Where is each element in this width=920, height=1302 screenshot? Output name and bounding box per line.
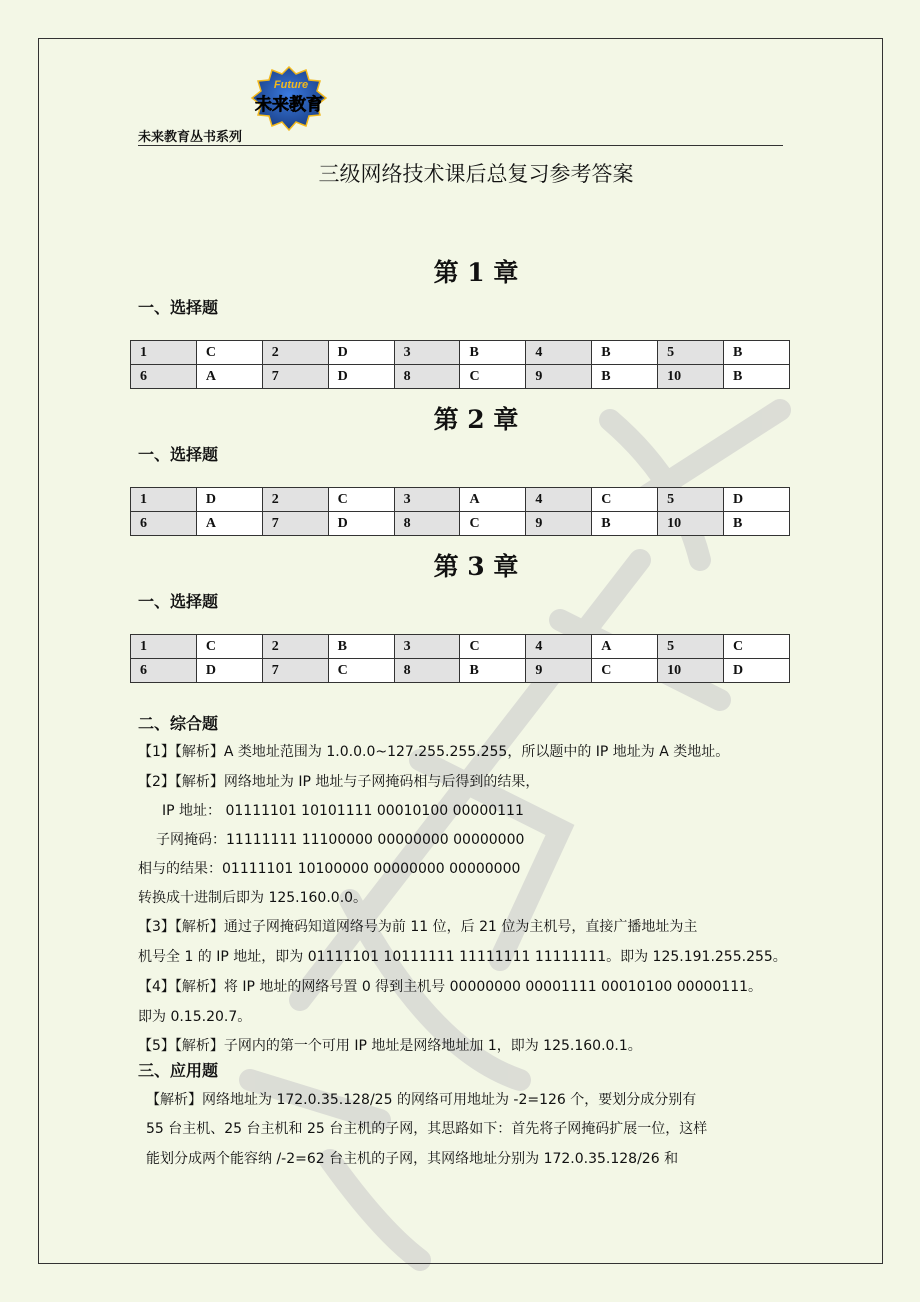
chapter-1-section-choice: 一、选择题 bbox=[138, 298, 219, 317]
question-number: 10 bbox=[658, 365, 724, 389]
answer-line: 相与的结果：01111101 10100000 00000000 00000000 bbox=[138, 861, 521, 877]
document-title: 三级网络技术课后总复习参考答案 bbox=[318, 162, 634, 186]
answer-cell: D bbox=[196, 488, 262, 512]
question-number: 10 bbox=[658, 512, 724, 536]
chapter-1-answer-table bbox=[130, 340, 790, 389]
chapter-2-title: 第 2 章 bbox=[433, 405, 519, 434]
chapter-3-answer-table bbox=[130, 634, 790, 683]
question-number: 5 bbox=[658, 488, 724, 512]
question-number: 4 bbox=[526, 635, 592, 659]
question-number: 2 bbox=[262, 635, 328, 659]
chapter-1-title: 第 1 章 bbox=[433, 258, 519, 287]
answer-cell: C bbox=[724, 635, 790, 659]
future-education-logo bbox=[250, 66, 328, 132]
answer-cell: C bbox=[196, 341, 262, 365]
answer-cell: C bbox=[328, 488, 394, 512]
table-row bbox=[131, 635, 790, 659]
answer-cell: C bbox=[328, 659, 394, 683]
table-row bbox=[131, 341, 790, 365]
answer-cell: B bbox=[724, 365, 790, 389]
answer-cell: B bbox=[460, 659, 526, 683]
table-row bbox=[131, 365, 790, 389]
comprehensive-heading: 二、综合题 bbox=[138, 714, 219, 733]
question-number: 10 bbox=[658, 659, 724, 683]
question-number: 2 bbox=[262, 488, 328, 512]
header-rule bbox=[138, 145, 783, 146]
answer-line: 能划分成两个能容纳 /-2=62 台主机的子网，其网络地址分别为 172.0.35.128/26 和 bbox=[146, 1151, 679, 1167]
question-number: 8 bbox=[394, 512, 460, 536]
question-number: 7 bbox=[262, 659, 328, 683]
answer-cell: B bbox=[724, 512, 790, 536]
question-number: 9 bbox=[526, 659, 592, 683]
answer-cell: C bbox=[592, 659, 658, 683]
answer-cell: A bbox=[460, 488, 526, 512]
chapter-3-title: 第 3 章 bbox=[433, 552, 519, 581]
book-series-label: 未来教育丛书系列 bbox=[138, 130, 243, 145]
answer-cell: A bbox=[196, 365, 262, 389]
question-number: 9 bbox=[526, 365, 592, 389]
answer-line: 子网掩码：11111111 11100000 00000000 00000000 bbox=[156, 832, 525, 848]
question-number: 4 bbox=[526, 488, 592, 512]
question-number: 4 bbox=[526, 341, 592, 365]
table-row bbox=[131, 512, 790, 536]
question-number: 1 bbox=[131, 488, 197, 512]
answer-cell: D bbox=[328, 365, 394, 389]
answer-line: 【1】【解析】A 类地址范围为 1.0.0.0~127.255.255.255，所以题中的 IP 地址为 A 类地址。 bbox=[138, 744, 730, 760]
question-number: 5 bbox=[658, 635, 724, 659]
svg-text:Future: Future bbox=[273, 79, 309, 91]
answer-line: 【3】【解析】通过子网掩码知道网络号为前 11 位，后 21 位为主机号，直接广播地址为主 bbox=[138, 919, 698, 935]
answer-cell: B bbox=[724, 341, 790, 365]
question-number: 3 bbox=[394, 488, 460, 512]
answer-line: IP 地址： 01111101 10101111 00010100 00000111 bbox=[162, 803, 524, 819]
answer-line: 机号全 1 的 IP 地址，即为 01111101 10111111 11111111 11111111。即为 125.191.255.255。 bbox=[138, 949, 787, 965]
answer-cell: C bbox=[460, 365, 526, 389]
question-number: 3 bbox=[394, 341, 460, 365]
answer-cell: B bbox=[592, 341, 658, 365]
answer-cell: D bbox=[724, 659, 790, 683]
answer-cell: D bbox=[196, 659, 262, 683]
question-number: 2 bbox=[262, 341, 328, 365]
answer-line: 【4】【解析】将 IP 地址的网络号置 0 得到主机号 00000000 00001111 00010100 00000111。 bbox=[138, 979, 763, 995]
answer-cell: D bbox=[328, 341, 394, 365]
answer-line: 55 台主机、25 台主机和 25 台主机的子网，其思路如下：首先将子网掩码扩展一位，这样 bbox=[146, 1121, 708, 1137]
answer-cell: B bbox=[460, 341, 526, 365]
question-number: 6 bbox=[131, 365, 197, 389]
answer-cell: B bbox=[328, 635, 394, 659]
question-number: 6 bbox=[131, 659, 197, 683]
question-number: 1 bbox=[131, 341, 197, 365]
application-heading: 三、应用题 bbox=[138, 1061, 219, 1080]
answer-cell: D bbox=[328, 512, 394, 536]
answer-cell: C bbox=[592, 488, 658, 512]
question-number: 7 bbox=[262, 365, 328, 389]
table-row bbox=[131, 488, 790, 512]
question-number: 8 bbox=[394, 659, 460, 683]
answer-line: 【5】【解析】子网内的第一个可用 IP 地址是网络地址加 1，即为 125.160.0.1。 bbox=[138, 1038, 642, 1054]
answer-line: 即为 0.15.20.7。 bbox=[138, 1009, 252, 1025]
question-number: 8 bbox=[394, 365, 460, 389]
chapter-2-section-choice: 一、选择题 bbox=[138, 445, 219, 464]
answer-cell: B bbox=[592, 512, 658, 536]
chapter-2-answer-table bbox=[130, 487, 790, 536]
table-row bbox=[131, 659, 790, 683]
question-number: 9 bbox=[526, 512, 592, 536]
question-number: 7 bbox=[262, 512, 328, 536]
chapter-3-section-choice: 一、选择题 bbox=[138, 592, 219, 611]
answer-cell: C bbox=[460, 512, 526, 536]
answer-cell: C bbox=[196, 635, 262, 659]
answer-line: 转换成十进制后即为 125.160.0.0。 bbox=[138, 890, 368, 906]
svg-text:未来教育: 未来教育 bbox=[255, 95, 323, 115]
answer-cell: C bbox=[460, 635, 526, 659]
question-number: 1 bbox=[131, 635, 197, 659]
answer-cell: A bbox=[196, 512, 262, 536]
question-number: 5 bbox=[658, 341, 724, 365]
question-number: 3 bbox=[394, 635, 460, 659]
answer-line: 【2】【解析】网络地址为 IP 地址与子网掩码相与后得到的结果， bbox=[138, 774, 540, 790]
answer-cell: B bbox=[592, 365, 658, 389]
answer-line: 【解析】网络地址为 172.0.35.128/25 的网络可用地址为 -2=126 个，要划分成分别有 bbox=[146, 1092, 697, 1108]
answer-cell: D bbox=[724, 488, 790, 512]
question-number: 6 bbox=[131, 512, 197, 536]
answer-cell: A bbox=[592, 635, 658, 659]
